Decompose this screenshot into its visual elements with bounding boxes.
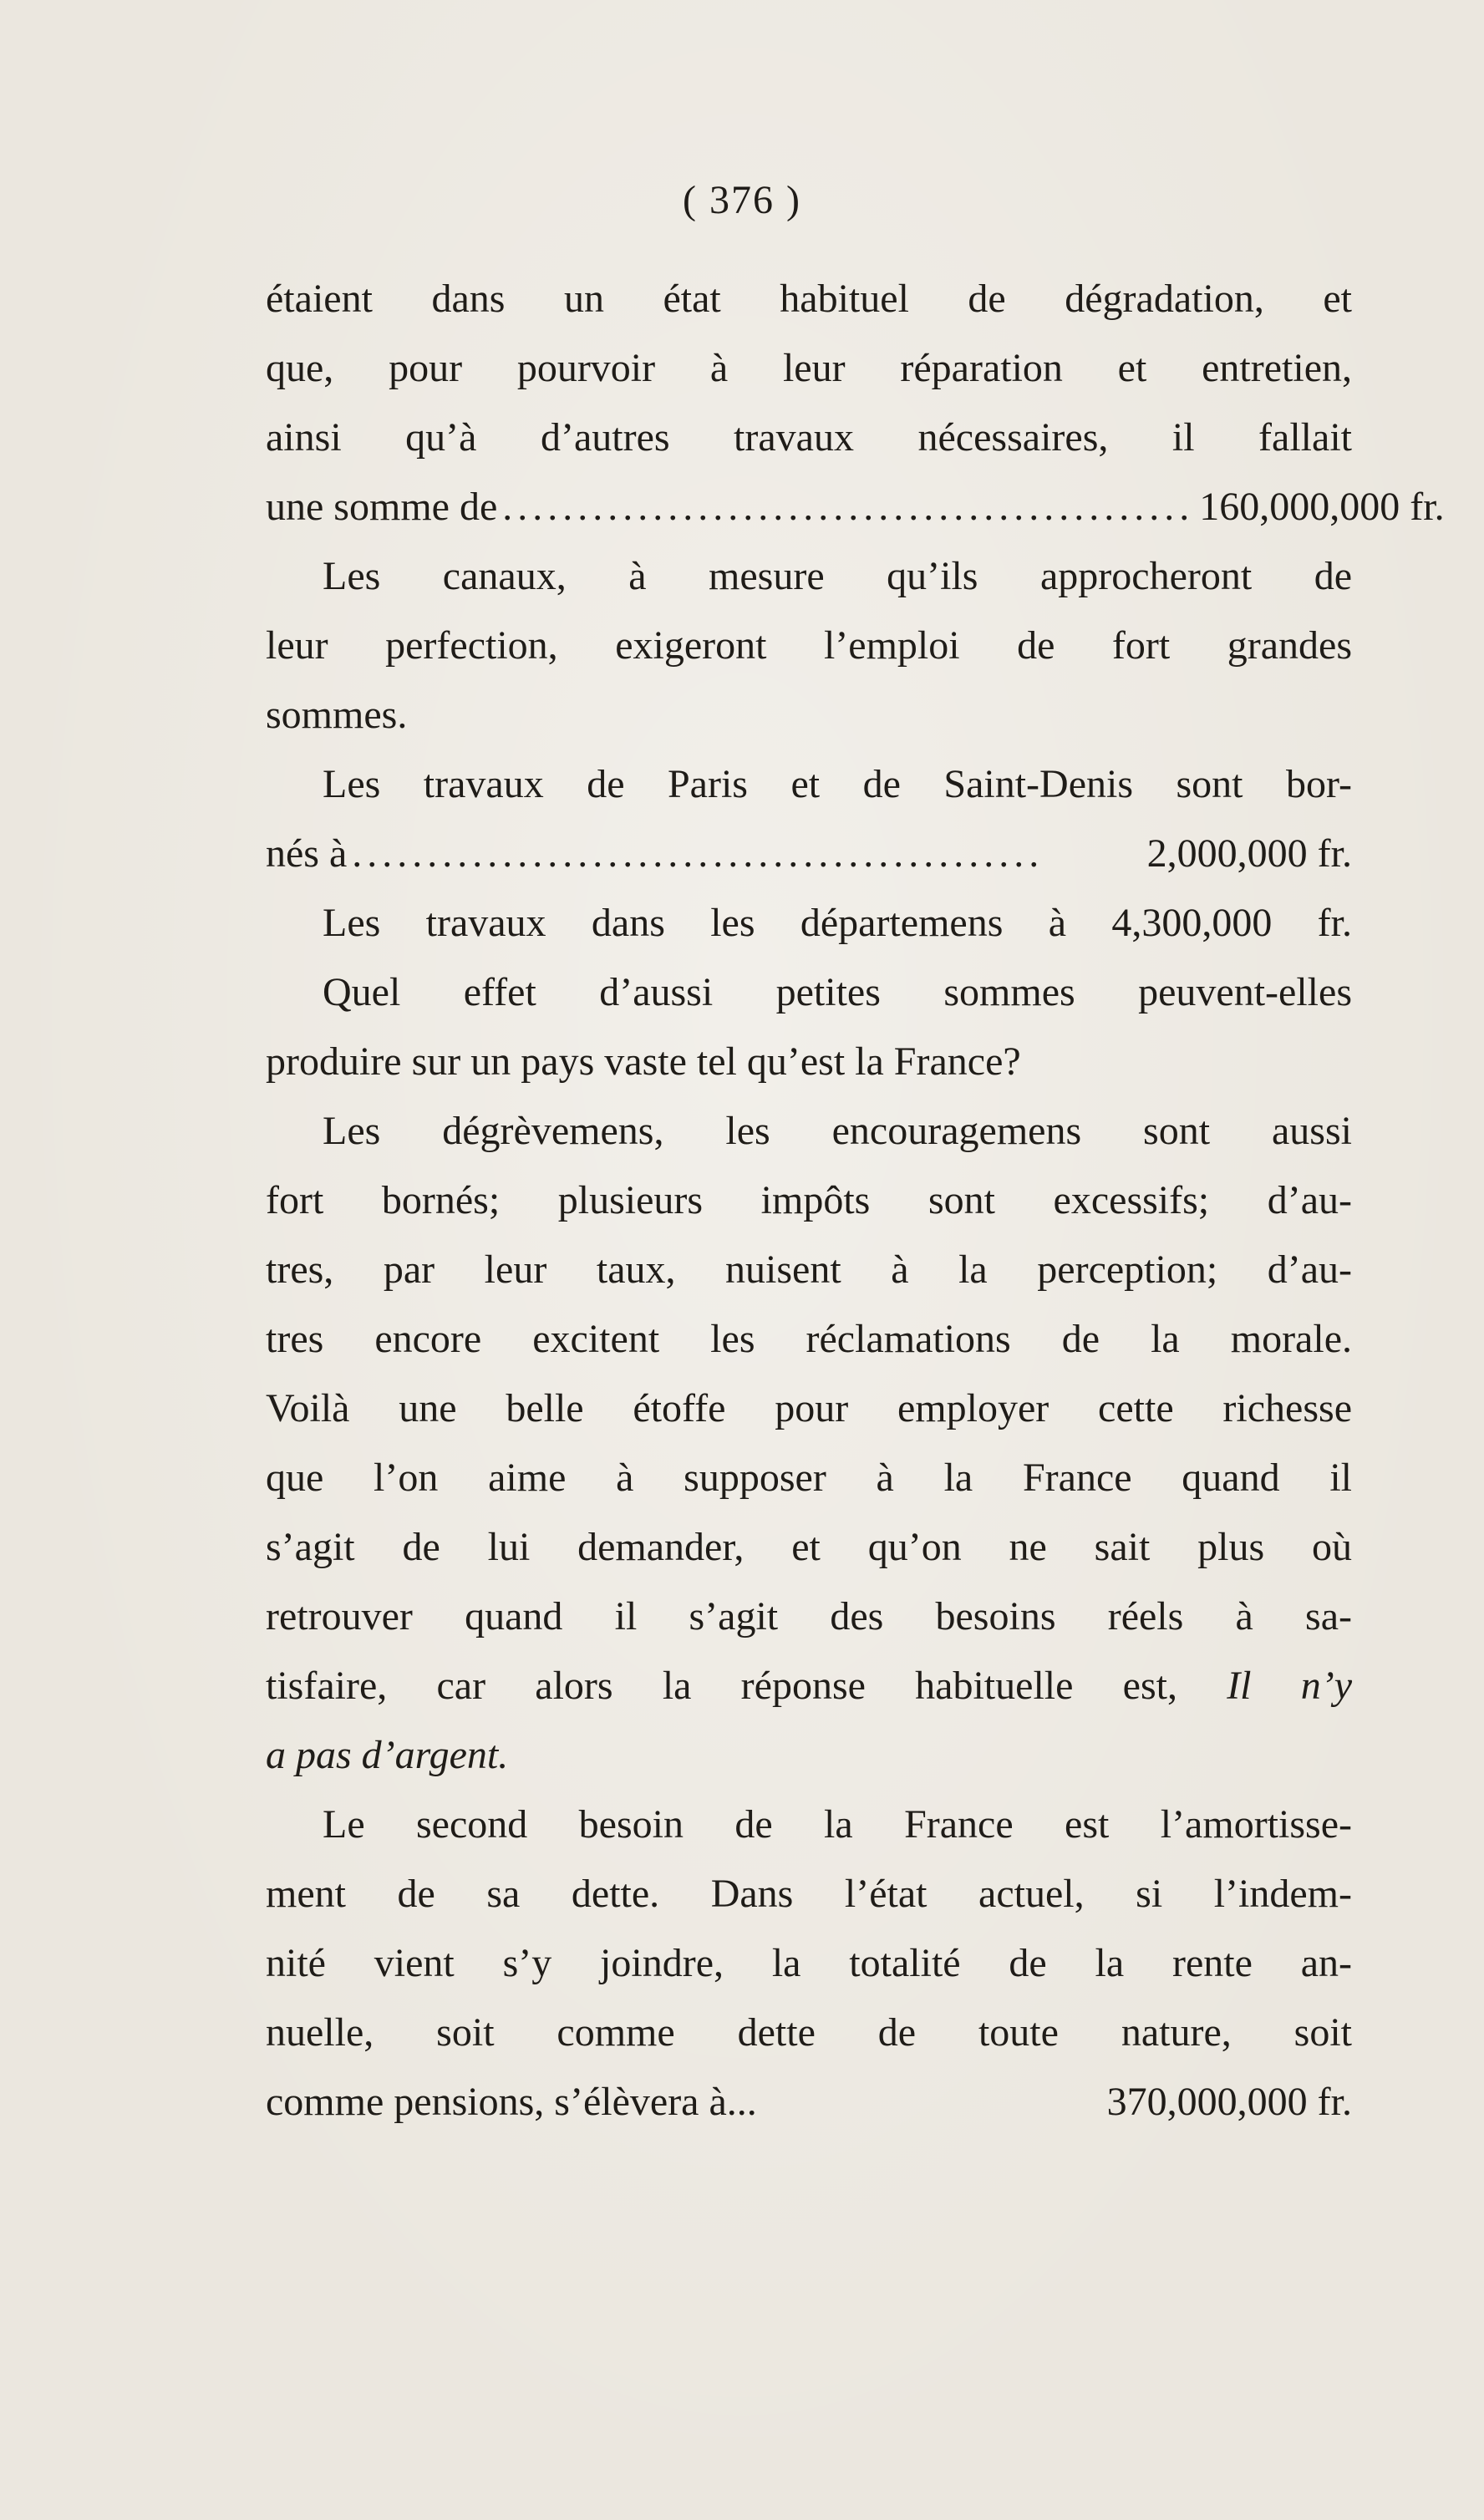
text-line: nuelle, soit comme dette de toute nature, soit — [266, 2010, 1352, 2055]
text-line: s’agit de lui demander, et qu’on ne sait plus où — [266, 1525, 1352, 1569]
text-line: nité vient s’y joindre, la totalité de la rente an- — [266, 1941, 1352, 1985]
body-text — [266, 264, 1445, 2136]
text-line — [266, 1651, 1352, 1720]
text-line: ainsi qu’à d’autres travaux nécessaires, il fallait — [266, 415, 1352, 460]
text-line: retrouver quand il s’agit des besoins réels à sa- — [266, 1594, 1352, 1639]
text-line: Les dégrèvemens, les encouragemens sont aussi — [323, 1109, 1352, 1153]
text-line: sommes. — [266, 693, 408, 737]
entry-label: nés à — [266, 831, 348, 876]
text-line: leur perfection, exigeront l’emploi de fort grandes — [266, 623, 1352, 668]
italic-text: Il n’y — [1227, 1664, 1353, 1708]
text-line: Voilà une belle étoffe pour employer cette richesse — [266, 1386, 1352, 1430]
page-number: ( 376 ) — [683, 178, 801, 222]
text-line: étaient dans un état habituel de dégradation, et — [266, 277, 1352, 321]
text-line: Les canaux, à mesure qu’ils approcheront de — [323, 554, 1352, 598]
amount-entry — [266, 472, 1445, 541]
text-line: tres encore excitent les réclamations de la morale. — [266, 1317, 1352, 1361]
entry-amount: 370,000,000 fr. — [1106, 2080, 1352, 2124]
text-segment: tisfaire, car alors la réponse habituelle est, — [266, 1664, 1177, 1708]
italic-text: a pas d’argent. — [266, 1733, 509, 1777]
text-line: Quel effet d’aussi petites sommes peuvent-elles — [323, 970, 1352, 1014]
entry-amount: 160,000,000 fr. — [1199, 485, 1445, 529]
dot-leader: .............................................. — [502, 485, 1195, 529]
entry-amount: 2,000,000 fr. — [1146, 831, 1352, 876]
dot-leader: .............................................. — [352, 831, 1044, 876]
entry-label: une somme de — [266, 485, 498, 529]
text-line: Les travaux dans les départemens à 4,300,000 fr. — [323, 901, 1352, 945]
amount-entry — [266, 819, 1352, 888]
amount-entry — [266, 2067, 1352, 2136]
text-line — [266, 1720, 1352, 1790]
text-line: produire sur un pays vaste tel qu’est la France? — [266, 1039, 1021, 1084]
text-line: que, pour pourvoir à leur réparation et entretien, — [266, 346, 1352, 390]
text-line: Les travaux de Paris et de Saint-Denis sont bor- — [323, 762, 1352, 806]
text-line: fort bornés; plusieurs impôts sont excessifs; d’au- — [266, 1178, 1352, 1222]
text-line: tres, par leur taux, nuisent à la perception; d’au- — [266, 1247, 1352, 1292]
text-line: ment de sa dette. Dans l’état actuel, si l’indem- — [266, 1872, 1352, 1916]
text-line: que l’on aime à supposer à la France quand il — [266, 1456, 1352, 1500]
entry-label: comme pensions, s’élèvera à... — [266, 2080, 757, 2124]
text-line: Le second besoin de la France est l’amortisse- — [323, 1802, 1352, 1847]
